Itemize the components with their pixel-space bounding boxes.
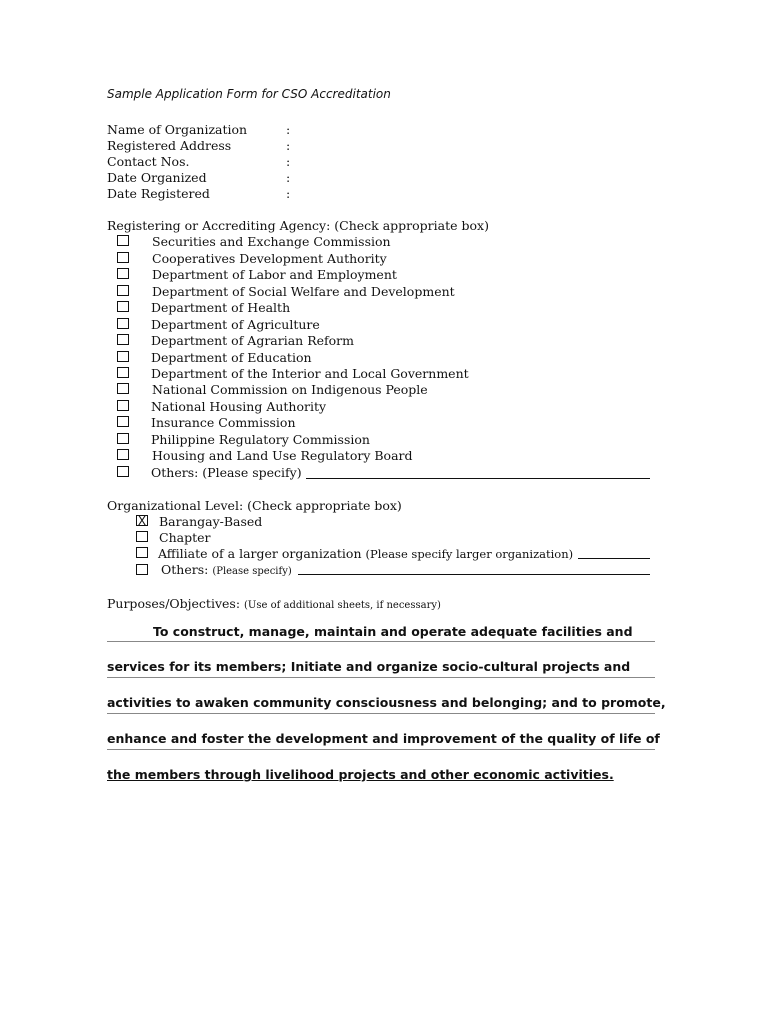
org-level-others-specify-line[interactable] xyxy=(298,574,650,575)
purposes-rule xyxy=(107,641,655,642)
field-colon: : xyxy=(286,170,291,185)
agency-checkbox-deped[interactable] xyxy=(117,351,129,362)
purposes-line: services for its members; Initiate and organize socio-cultural projects and xyxy=(107,659,631,674)
agency-checkbox-nha[interactable] xyxy=(117,400,129,411)
agency-checkbox-hlurb[interactable] xyxy=(117,449,129,460)
agency-checkbox-others[interactable] xyxy=(117,466,129,477)
field-label-date-organized: Date Organized xyxy=(107,170,207,185)
purposes-heading-text: Purposes/Objectives: xyxy=(107,596,241,611)
org-level-checkbox-others[interactable] xyxy=(136,564,148,575)
agency-option-label: National Commission on Indigenous People xyxy=(152,382,428,397)
agency-option-label: Cooperatives Development Authority xyxy=(152,251,387,266)
agency-checkbox-ncip[interactable] xyxy=(117,383,129,394)
agency-option-label: Philippine Regulatory Commission xyxy=(151,432,370,447)
agency-checkbox-doh[interactable] xyxy=(117,301,129,312)
agency-checkbox-cda[interactable] xyxy=(117,252,129,263)
agency-option-label: Department of Health xyxy=(151,300,291,315)
field-colon: : xyxy=(286,122,291,137)
agency-checkbox-ic[interactable] xyxy=(117,416,129,427)
agency-checkbox-dole[interactable] xyxy=(117,268,129,279)
purposes-rule xyxy=(107,713,655,714)
agency-option-label: Securities and Exchange Commission xyxy=(152,234,391,249)
org-level-option-label: Chapter xyxy=(159,530,211,545)
agency-checkbox-sec[interactable] xyxy=(117,235,129,246)
agency-checkbox-da[interactable] xyxy=(117,318,129,329)
org-level-option-label xyxy=(161,562,292,577)
agency-option-label: Department of the Interior and Local Government xyxy=(151,366,469,381)
org-level-heading: Organizational Level: (Check appropriate box) xyxy=(107,498,402,513)
org-level-option-note: (Please specify larger organization) xyxy=(365,547,574,561)
agency-option-label: Housing and Land Use Regulatory Board xyxy=(152,448,413,463)
purposes-heading-note: (Use of additional sheets, if necessary) xyxy=(244,600,441,611)
org-level-option-text: Others: xyxy=(161,562,209,577)
affiliate-specify-line[interactable] xyxy=(578,558,650,559)
field-colon: : xyxy=(286,138,291,153)
agency-checkbox-prc[interactable] xyxy=(117,433,129,444)
agency-others-specify-line[interactable] xyxy=(306,478,650,479)
agency-checkbox-dswd[interactable] xyxy=(117,285,129,296)
agency-option-label: Department of Agrarian Reform xyxy=(151,333,354,348)
purposes-line: enhance and foster the development and improvement of the quality of life of xyxy=(107,731,660,746)
org-level-checkbox-affiliate[interactable] xyxy=(136,547,148,558)
org-level-option-label xyxy=(158,546,573,561)
purposes-rule xyxy=(107,677,655,678)
field-label-registered-address: Registered Address xyxy=(107,138,232,153)
field-label-contact-nos: Contact Nos. xyxy=(107,154,190,169)
org-level-option-text: Affiliate of a larger organization xyxy=(158,546,362,561)
agency-option-label: Department of Social Welfare and Development xyxy=(152,284,455,299)
field-label-date-registered: Date Registered xyxy=(107,186,210,201)
org-level-option-label: Barangay-Based xyxy=(159,514,263,529)
org-level-checkbox-barangay[interactable]: X xyxy=(137,514,147,528)
org-level-option-note: (Please specify) xyxy=(212,566,292,577)
purposes-line: To construct, manage, maintain and operate adequate facilities and xyxy=(153,624,633,639)
org-level-checkbox-chapter[interactable] xyxy=(136,531,148,542)
agency-option-label: National Housing Authority xyxy=(151,399,327,414)
purposes-line: the members through livelihood projects and other economic activities. xyxy=(107,767,614,782)
agency-heading: Registering or Accrediting Agency: (Check appropriate box) xyxy=(107,218,489,233)
agency-option-label: Department of Agriculture xyxy=(151,317,320,332)
purposes-line: activities to awaken community consciousness and belonging; and to promote, xyxy=(107,695,666,710)
purposes-rule xyxy=(107,749,655,750)
agency-option-label: Others: (Please specify) xyxy=(151,465,302,480)
field-colon: : xyxy=(286,186,291,201)
field-colon: : xyxy=(286,154,291,169)
form-title: Sample Application Form for CSO Accreditation xyxy=(107,87,391,101)
agency-option-label: Department of Education xyxy=(151,350,312,365)
agency-option-label: Insurance Commission xyxy=(151,415,296,430)
purposes-heading xyxy=(107,596,441,611)
agency-checkbox-dar[interactable] xyxy=(117,334,129,345)
agency-option-label: Department of Labor and Employment xyxy=(152,267,397,282)
agency-checkbox-dilg[interactable] xyxy=(117,367,129,378)
field-label-organization-name: Name of Organization xyxy=(107,122,248,137)
